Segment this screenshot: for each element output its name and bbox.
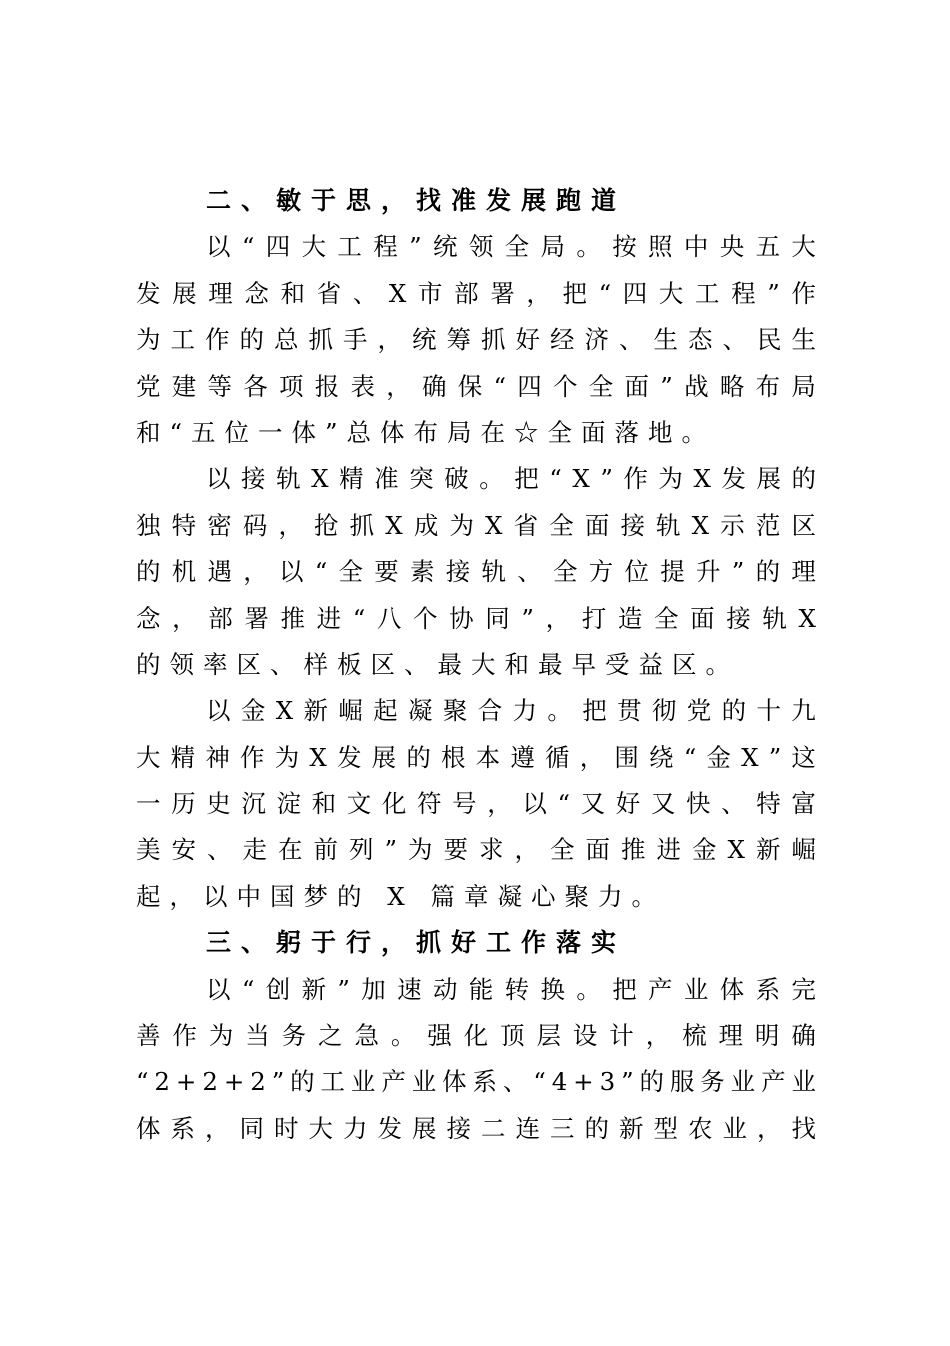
text-line: 念 ， 部 署 推 进 “ 八 个 协 同 ” ， 打 造 全 面 接 轨 X: [136, 603, 816, 633]
document-page: [136, 178, 816, 1152]
paragraph-1: [136, 224, 816, 456]
paragraph-2: [136, 456, 816, 688]
text-line: 善 作 为 当 务 之 急 。 强 化 顶 层 设 计 ， 梳 理 明 确: [136, 1021, 816, 1051]
text-line: 大 精 神 作 为 X 发 展 的 根 本 遵 循 ， 围 绕 “ 金 X ” 这: [136, 742, 816, 772]
text-line: 为 工 作 的 总 抓 手 ， 统 筹 抓 好 经 济 、 生 态 、 民 生: [136, 325, 816, 355]
text-line: 发 展 理 念 和 省 、 X 市 部 署 ， 把 “ 四 大 工 程 ” 作: [136, 278, 816, 308]
text-line: 的领率区、样板区、最大和最早受益区。: [136, 649, 739, 679]
text-line: “ 2 + 2 + 2 ” 的 工 业 产 业 体 系 、 “ 4 + 3 ” 的 服 务 业 产 业: [136, 1067, 816, 1097]
text-line: 体 系 ， 同 时 大 力 发 展 接 二 连 三 的 新 型 农 业 ， 找: [136, 1113, 816, 1143]
paragraph-4: [136, 967, 816, 1153]
text-line: 以 接 轨 X 精 准 突 破 。 把 “ X ” 作 为 X 发 展 的: [206, 464, 816, 494]
text-line: 起，以中国梦的 X 篇章凝心聚力。: [136, 881, 666, 911]
text-line: 美 安 、 走 在 前 列 ” 为 要 求 ， 全 面 推 进 金 X 新 崛: [136, 835, 816, 865]
section-heading-2: 三、躬于行，抓好工作落实: [206, 928, 627, 958]
text-line: 一 历 史 沉 淀 和 文 化 符 号 ， 以 “ 又 好 又 快 、 特 富: [136, 789, 816, 819]
text-line: 的 机 遇 ， 以 “ 全 要 素 接 轨 、 全 方 位 提 升 ” 的 理: [136, 557, 816, 587]
text-line: 以 金 X 新 崛 起 凝 聚 合 力 。 把 贯 彻 党 的 十 九: [206, 696, 816, 726]
text-line: 和“五位一体”总体布局在☆全面落地。: [136, 417, 716, 447]
text-line: 党 建 等 各 项 报 表 ， 确 保 “ 四 个 全 面 ” 战 略 布 局: [136, 371, 816, 401]
text-line: 以 “ 四 大 工 程 ” 统 领 全 局 。 按 照 中 央 五 大: [206, 232, 816, 262]
text-line: 独 特 密 码 ， 抢 抓 X 成 为 X 省 全 面 接 轨 X 示 范 区: [136, 510, 816, 540]
text-line: 以 “ 创 新 ” 加 速 动 能 转 换 。 把 产 业 体 系 完: [206, 974, 816, 1004]
paragraph-3: [136, 688, 816, 920]
section-heading-1: 二、敏于思，找准发展跑道: [206, 186, 627, 215]
